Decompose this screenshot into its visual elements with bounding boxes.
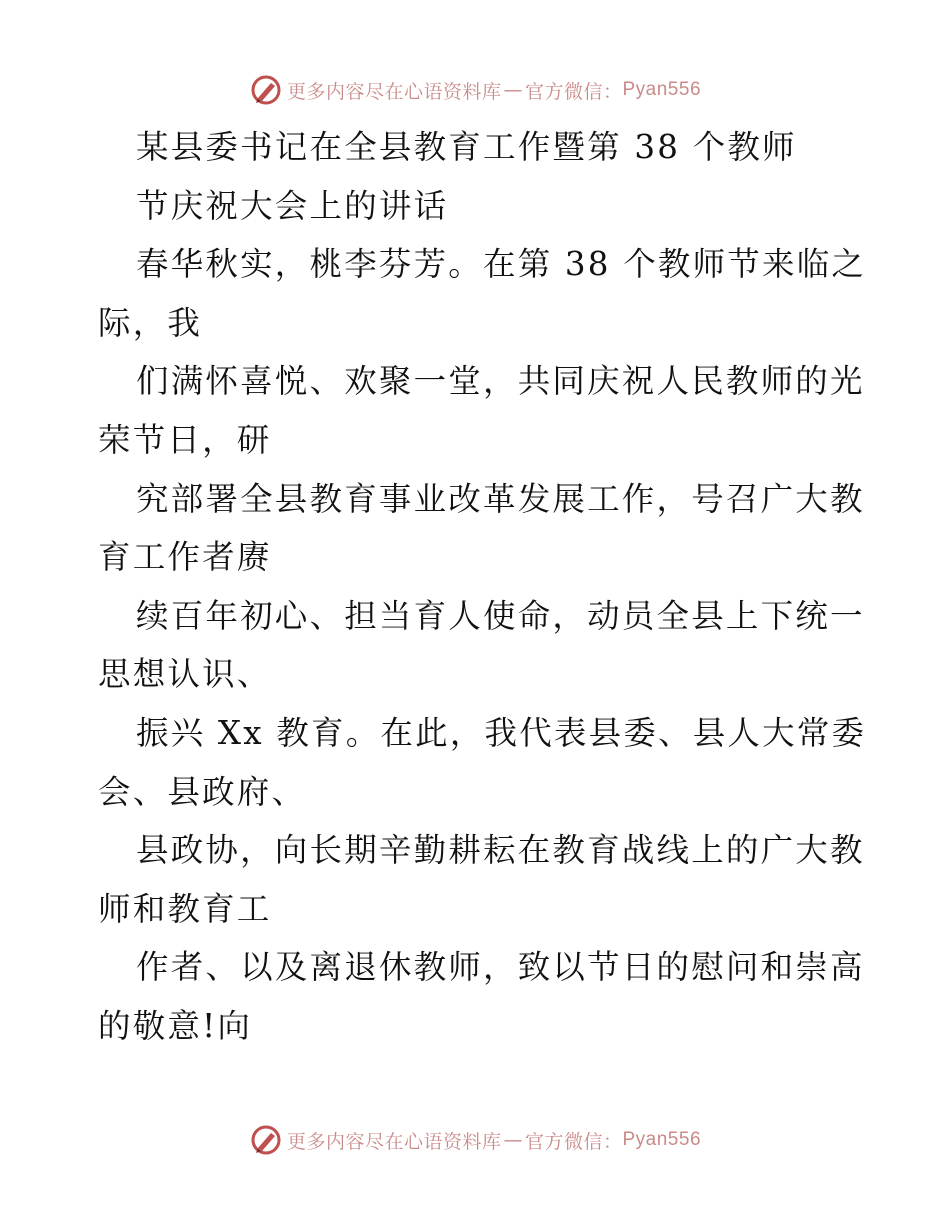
text-line: 际，我 <box>98 303 203 342</box>
text-line: 振兴 Xx 教育。在此，我代表县委、县人大常委 <box>136 713 867 752</box>
text-line: 春华秋实，桃李芬芳。在第 38 个教师节来临之 <box>136 245 867 284</box>
watermark-dash: — <box>503 79 523 101</box>
text-line: 究部署全县教育事业改革发展工作，号召广大教 <box>136 479 865 518</box>
text-line: 会、县政府、 <box>98 772 307 811</box>
text-line: 作者、以及离退休教师，致以节日的慰问和崇高 <box>136 948 865 987</box>
document-body <box>98 118 867 1056</box>
watermark-id: Pyan556 <box>622 1129 702 1150</box>
watermark-brand: 更多内容尽在心语资料库 <box>286 80 502 103</box>
text-line: 节庆祝大会上的讲话 <box>136 186 449 225</box>
watermark-brand: 更多内容尽在心语资料库 <box>286 1130 502 1153</box>
text-line: 续百年初心、担当育人使命，动员全县上下统一 <box>136 596 865 635</box>
text-line: 县政协，向长期辛勤耕耘在教育战线上的广大教 <box>136 831 865 870</box>
watermark-label: 官方微信： <box>524 80 623 103</box>
watermark-label: 官方微信： <box>524 1130 623 1153</box>
text-line: 思想认识、 <box>98 655 272 694</box>
pen-logo-icon <box>249 1123 283 1157</box>
text-line: 育工作者赓 <box>98 538 272 577</box>
pen-logo-icon <box>249 73 283 107</box>
watermark-id: Pyan556 <box>622 79 702 100</box>
text-line: 某县委书记在全县教育工作暨第 38 个教师 <box>136 128 797 166</box>
text-line: 的敬意!向 <box>98 1006 253 1045</box>
footer-watermark <box>0 1120 950 1160</box>
text-line: 荣节日，研 <box>98 420 272 459</box>
watermark-dash: — <box>503 1129 523 1151</box>
header-watermark <box>0 70 950 110</box>
text-line: 师和教育工 <box>98 889 272 928</box>
text-line: 们满怀喜悦、欢聚一堂，共同庆祝人民教师的光 <box>136 362 865 401</box>
